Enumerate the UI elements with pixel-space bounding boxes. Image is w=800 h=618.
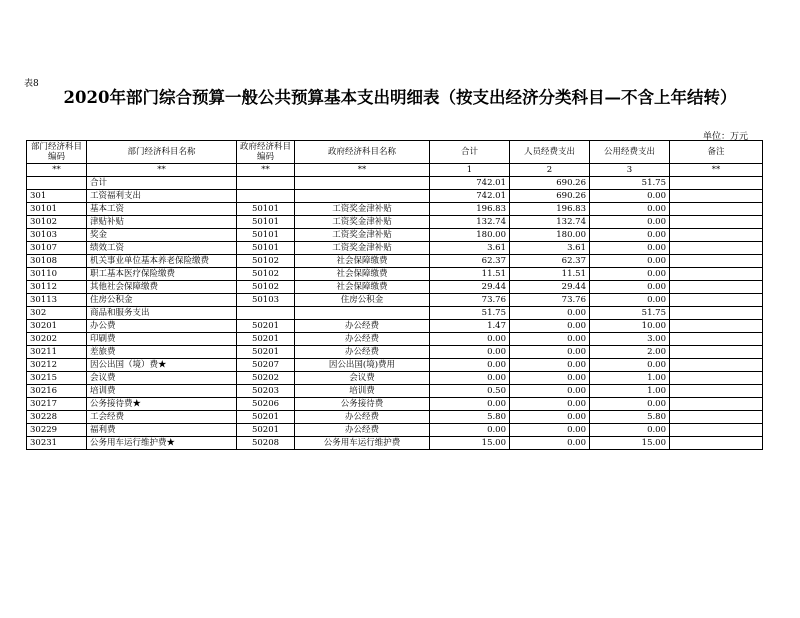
- cell-gov-name: 公务接待费: [295, 398, 430, 411]
- cell-total: 0.00: [430, 333, 510, 346]
- cell-dept-name: 公务接待费★: [87, 398, 237, 411]
- header-total: 合计: [430, 141, 510, 164]
- table-row: [27, 372, 763, 385]
- unit-label: 单位：万元: [702, 132, 748, 142]
- index-cell: **: [27, 164, 87, 177]
- cell-public: 1.00: [590, 372, 670, 385]
- index-cell: 3: [590, 164, 670, 177]
- cell-personnel: 0.00: [510, 411, 590, 424]
- cell-dept-code: [27, 177, 87, 190]
- cell-dept-name: 其他社会保障缴费: [87, 281, 237, 294]
- cell-dept-code: 30101: [27, 203, 87, 216]
- table-row: [27, 242, 763, 255]
- cell-personnel: 0.00: [510, 437, 590, 450]
- cell-note: [670, 255, 763, 268]
- cell-public: 0.00: [590, 359, 670, 372]
- cell-dept-code: 30229: [27, 424, 87, 437]
- table-row: [27, 424, 763, 437]
- table-number: 表8: [24, 79, 39, 89]
- cell-note: [670, 424, 763, 437]
- index-cell: **: [87, 164, 237, 177]
- cell-personnel: 62.37: [510, 255, 590, 268]
- cell-gov-name: 公务用车运行维护费: [295, 437, 430, 450]
- header-personnel: 人员经费支出: [510, 141, 590, 164]
- cell-gov-code: 50103: [237, 294, 295, 307]
- cell-personnel: 0.00: [510, 359, 590, 372]
- cell-gov-code: 50101: [237, 242, 295, 255]
- cell-total: 742.01: [430, 190, 510, 203]
- cell-personnel: 690.26: [510, 177, 590, 190]
- index-cell: 2: [510, 164, 590, 177]
- cell-total: 73.76: [430, 294, 510, 307]
- cell-public: 1.00: [590, 385, 670, 398]
- cell-personnel: 690.26: [510, 190, 590, 203]
- cell-public: 5.80: [590, 411, 670, 424]
- cell-dept-name: 公务用车运行维护费★: [87, 437, 237, 450]
- header-row: [27, 141, 763, 164]
- cell-gov-code: 50101: [237, 229, 295, 242]
- cell-note: [670, 307, 763, 320]
- cell-note: [670, 359, 763, 372]
- cell-total: 0.00: [430, 359, 510, 372]
- cell-gov-name: [295, 177, 430, 190]
- table-row: [27, 203, 763, 216]
- header-public: 公用经费支出: [590, 141, 670, 164]
- cell-personnel: 0.00: [510, 320, 590, 333]
- index-cell: 1: [430, 164, 510, 177]
- cell-dept-name: 福利费: [87, 424, 237, 437]
- cell-dept-code: 30107: [27, 242, 87, 255]
- cell-dept-name: 基本工资: [87, 203, 237, 216]
- cell-gov-name: 办公经费: [295, 424, 430, 437]
- cell-note: [670, 385, 763, 398]
- cell-public: 0.00: [590, 424, 670, 437]
- cell-note: [670, 216, 763, 229]
- cell-personnel: 0.00: [510, 385, 590, 398]
- cell-note: [670, 411, 763, 424]
- cell-personnel: 132.74: [510, 216, 590, 229]
- table-row: [27, 411, 763, 424]
- cell-dept-name: 商品和服务支出: [87, 307, 237, 320]
- cell-dept-code: 30202: [27, 333, 87, 346]
- table-row: [27, 177, 763, 190]
- cell-gov-code: 50202: [237, 372, 295, 385]
- cell-public: 0.00: [590, 242, 670, 255]
- cell-dept-name: 差旅费: [87, 346, 237, 359]
- table-row: [27, 398, 763, 411]
- cell-dept-name: 机关事业单位基本养老保险缴费: [87, 255, 237, 268]
- cell-dept-code: 30201: [27, 320, 87, 333]
- cell-dept-code: 30231: [27, 437, 87, 450]
- cell-public: 2.00: [590, 346, 670, 359]
- cell-public: 0.00: [590, 294, 670, 307]
- cell-total: 0.00: [430, 424, 510, 437]
- cell-total: 1.47: [430, 320, 510, 333]
- cell-dept-code: 30228: [27, 411, 87, 424]
- table-row: [27, 190, 763, 203]
- cell-note: [670, 190, 763, 203]
- cell-dept-code: 30108: [27, 255, 87, 268]
- table-row: [27, 385, 763, 398]
- header-dept-name: 部门经济科目名称: [87, 141, 237, 164]
- cell-gov-name: 住房公积金: [295, 294, 430, 307]
- table-row: [27, 294, 763, 307]
- cell-public: 15.00: [590, 437, 670, 450]
- cell-note: [670, 437, 763, 450]
- cell-personnel: 3.61: [510, 242, 590, 255]
- cell-dept-code: 30113: [27, 294, 87, 307]
- cell-personnel: 0.00: [510, 372, 590, 385]
- cell-gov-name: 社会保障缴费: [295, 255, 430, 268]
- page-title: 2020年部门综合预算一般公共预算基本支出明细表（按支出经济分类科目—不含上年结转）: [63, 88, 737, 107]
- cell-total: 196.83: [430, 203, 510, 216]
- table-row: [27, 255, 763, 268]
- table-row: [27, 359, 763, 372]
- cell-note: [670, 268, 763, 281]
- cell-gov-code: 50201: [237, 424, 295, 437]
- cell-total: 0.00: [430, 372, 510, 385]
- cell-note: [670, 281, 763, 294]
- cell-dept-code: 30102: [27, 216, 87, 229]
- budget-table: [26, 140, 763, 450]
- table-row: [27, 333, 763, 346]
- cell-gov-name: 培训费: [295, 385, 430, 398]
- cell-gov-code: 50208: [237, 437, 295, 450]
- cell-gov-name: 工资奖金津补贴: [295, 242, 430, 255]
- cell-public: 0.00: [590, 190, 670, 203]
- table-row: [27, 281, 763, 294]
- cell-gov-name: 工资奖金津补贴: [295, 216, 430, 229]
- cell-note: [670, 333, 763, 346]
- cell-dept-name: 绩效工资: [87, 242, 237, 255]
- cell-dept-name: 工会经费: [87, 411, 237, 424]
- cell-total: 15.00: [430, 437, 510, 450]
- cell-total: 5.80: [430, 411, 510, 424]
- cell-total: 51.75: [430, 307, 510, 320]
- cell-note: [670, 372, 763, 385]
- index-row: [27, 164, 763, 177]
- cell-total: 180.00: [430, 229, 510, 242]
- cell-dept-name: 工资福利支出: [87, 190, 237, 203]
- cell-dept-name: 住房公积金: [87, 294, 237, 307]
- cell-gov-code: [237, 307, 295, 320]
- cell-dept-name: 奖金: [87, 229, 237, 242]
- cell-gov-code: 50102: [237, 255, 295, 268]
- cell-dept-name: 职工基本医疗保险缴费: [87, 268, 237, 281]
- index-cell: **: [237, 164, 295, 177]
- table-row: [27, 437, 763, 450]
- cell-gov-name: [295, 307, 430, 320]
- cell-dept-code: 30215: [27, 372, 87, 385]
- cell-gov-code: 50206: [237, 398, 295, 411]
- cell-personnel: 180.00: [510, 229, 590, 242]
- cell-personnel: 0.00: [510, 346, 590, 359]
- cell-gov-name: 办公经费: [295, 320, 430, 333]
- cell-dept-code: 30217: [27, 398, 87, 411]
- table-row: [27, 268, 763, 281]
- header-dept-code: 部门经济科目编码: [27, 141, 87, 164]
- cell-gov-code: 50203: [237, 385, 295, 398]
- cell-total: 0.50: [430, 385, 510, 398]
- cell-note: [670, 177, 763, 190]
- cell-dept-code: 30212: [27, 359, 87, 372]
- cell-dept-name: 办公费: [87, 320, 237, 333]
- cell-total: 29.44: [430, 281, 510, 294]
- cell-gov-code: [237, 177, 295, 190]
- cell-note: [670, 203, 763, 216]
- cell-personnel: 0.00: [510, 307, 590, 320]
- cell-dept-code: 30211: [27, 346, 87, 359]
- cell-dept-code: 30103: [27, 229, 87, 242]
- cell-public: 0.00: [590, 281, 670, 294]
- table-row: [27, 216, 763, 229]
- index-cell: **: [295, 164, 430, 177]
- table-row: [27, 320, 763, 333]
- cell-public: 0.00: [590, 398, 670, 411]
- cell-dept-name: 津贴补贴: [87, 216, 237, 229]
- cell-personnel: 0.00: [510, 424, 590, 437]
- cell-personnel: 11.51: [510, 268, 590, 281]
- cell-gov-name: 社会保障缴费: [295, 281, 430, 294]
- table-row: [27, 229, 763, 242]
- cell-personnel: 0.00: [510, 333, 590, 346]
- cell-dept-code: 30112: [27, 281, 87, 294]
- cell-dept-code: 30216: [27, 385, 87, 398]
- cell-note: [670, 398, 763, 411]
- cell-gov-name: 办公经费: [295, 333, 430, 346]
- cell-total: 0.00: [430, 398, 510, 411]
- cell-gov-name: 因公出国(境)费用: [295, 359, 430, 372]
- cell-dept-name: 会议费: [87, 372, 237, 385]
- cell-public: 51.75: [590, 307, 670, 320]
- cell-dept-name: 培训费: [87, 385, 237, 398]
- cell-personnel: 196.83: [510, 203, 590, 216]
- cell-dept-name: 因公出国（境）费★: [87, 359, 237, 372]
- cell-dept-code: 30110: [27, 268, 87, 281]
- cell-total: 11.51: [430, 268, 510, 281]
- cell-gov-code: [237, 190, 295, 203]
- cell-public: 0.00: [590, 268, 670, 281]
- cell-gov-name: [295, 190, 430, 203]
- cell-note: [670, 320, 763, 333]
- cell-gov-name: 社会保障缴费: [295, 268, 430, 281]
- cell-gov-code: 50201: [237, 320, 295, 333]
- cell-personnel: 73.76: [510, 294, 590, 307]
- header-note: 备注: [670, 141, 763, 164]
- cell-personnel: 29.44: [510, 281, 590, 294]
- cell-gov-name: 工资奖金津补贴: [295, 203, 430, 216]
- cell-gov-code: 50207: [237, 359, 295, 372]
- cell-gov-code: 50101: [237, 203, 295, 216]
- cell-note: [670, 294, 763, 307]
- cell-public: 10.00: [590, 320, 670, 333]
- cell-gov-code: 50201: [237, 411, 295, 424]
- cell-gov-code: 50102: [237, 281, 295, 294]
- cell-dept-code: 301: [27, 190, 87, 203]
- cell-gov-name: 办公经费: [295, 346, 430, 359]
- cell-note: [670, 242, 763, 255]
- cell-public: 0.00: [590, 255, 670, 268]
- index-cell: **: [670, 164, 763, 177]
- cell-total: 742.01: [430, 177, 510, 190]
- cell-total: 132.74: [430, 216, 510, 229]
- cell-public: 51.75: [590, 177, 670, 190]
- header-gov-code: 政府经济科目编码: [237, 141, 295, 164]
- cell-note: [670, 346, 763, 359]
- table-row: [27, 346, 763, 359]
- cell-total: 62.37: [430, 255, 510, 268]
- cell-dept-name: 合计: [87, 177, 237, 190]
- cell-total: 3.61: [430, 242, 510, 255]
- cell-gov-code: 50101: [237, 216, 295, 229]
- cell-public: 3.00: [590, 333, 670, 346]
- cell-total: 0.00: [430, 346, 510, 359]
- cell-dept-name: 印刷费: [87, 333, 237, 346]
- cell-personnel: 0.00: [510, 398, 590, 411]
- cell-note: [670, 229, 763, 242]
- cell-gov-code: 50201: [237, 333, 295, 346]
- cell-public: 0.00: [590, 229, 670, 242]
- cell-gov-name: 会议费: [295, 372, 430, 385]
- table-row: [27, 307, 763, 320]
- cell-gov-name: 工资奖金津补贴: [295, 229, 430, 242]
- cell-gov-code: 50102: [237, 268, 295, 281]
- header-gov-name: 政府经济科目名称: [295, 141, 430, 164]
- cell-gov-name: 办公经费: [295, 411, 430, 424]
- cell-gov-code: 50201: [237, 346, 295, 359]
- cell-public: 0.00: [590, 203, 670, 216]
- cell-public: 0.00: [590, 216, 670, 229]
- cell-dept-code: 302: [27, 307, 87, 320]
